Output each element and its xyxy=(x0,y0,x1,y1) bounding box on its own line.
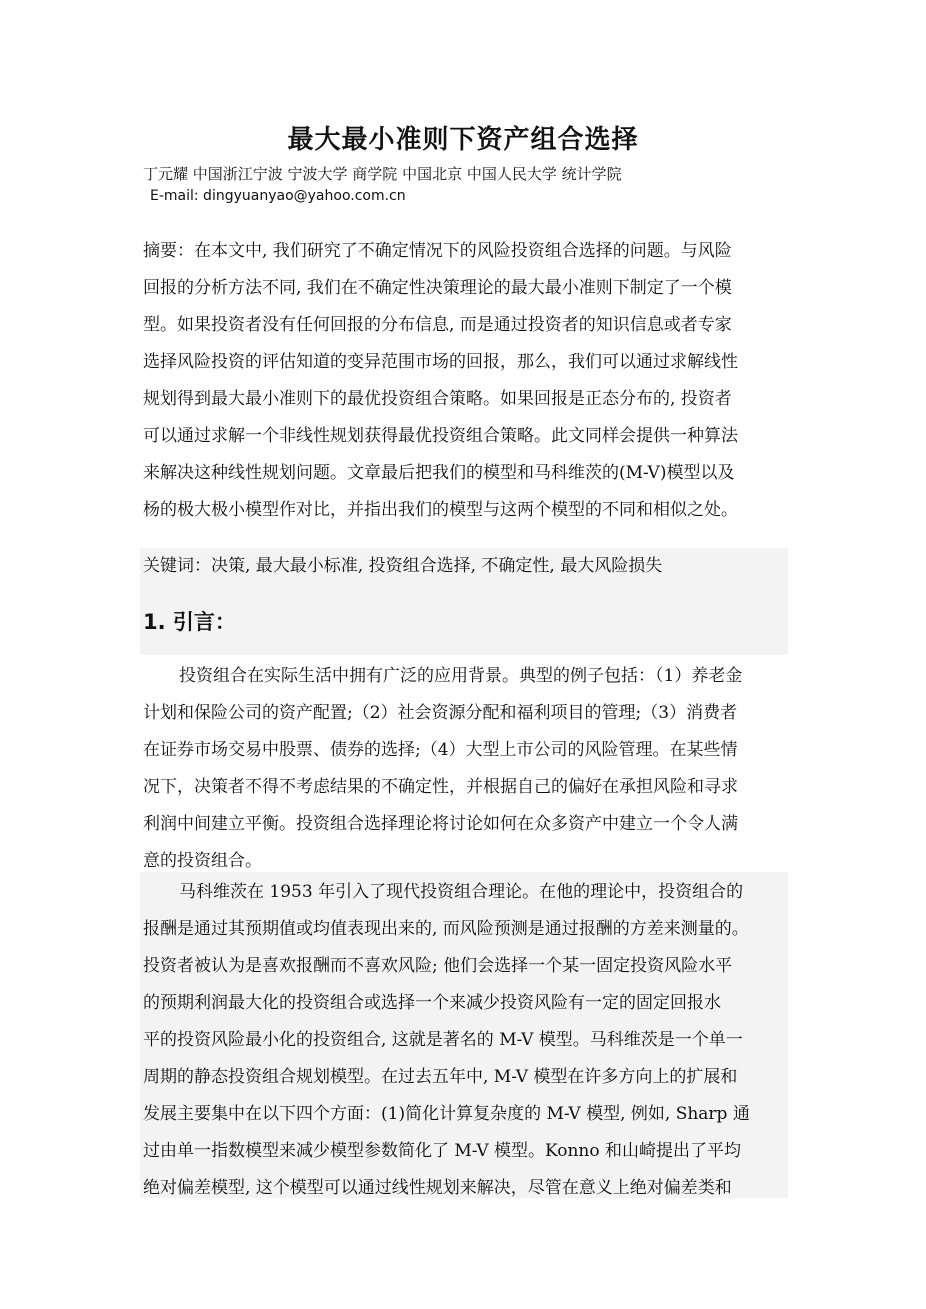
paragraph-line: 发展主要集中在以下四个方面：(1)简化计算复杂度的 M-V 模型, 例如, Sharp 通 xyxy=(143,1104,750,1124)
paragraph-line: 利润中间建立平衡。投资组合选择理论将讨论如何在众多资产中建立一个令人满 xyxy=(143,814,738,834)
paper-title: 最大最小准则下资产组合选择 xyxy=(287,125,639,155)
paragraph-line: 投资组合在实际生活中拥有广泛的应用背景。典型的例子包括：（1）养老金 xyxy=(179,666,743,686)
paragraph-line: 报酬是通过其预期值或均值表现出来的, 而风险预测是通过报酬的方差来测量的。 xyxy=(143,919,749,939)
paragraph-line: 平的投资风险最小化的投资组合, 这就是著名的 M-V 模型。马科维茨是一个单一 xyxy=(143,1030,743,1050)
intro-paragraph-1 xyxy=(143,658,788,880)
abstract-line: 摘要：在本文中, 我们研究了不确定情况下的风险投资组合选择的问题。与风险 xyxy=(143,241,732,261)
paragraph-line: 在证券市场交易中股票、债券的选择;（4）大型上市公司的风险管理。在某些情 xyxy=(143,740,738,760)
abstract-line: 规划得到最大最小准则下的最优投资组合策略。如果回报是正态分布的, 投资者 xyxy=(143,389,732,409)
paragraph-line: 况下，决策者不得不考虑结果的不确定性，并根据自己的偏好在承担风险和寻求 xyxy=(143,777,738,797)
intro-paragraph-2 xyxy=(143,874,788,1207)
paragraph-line: 马科维茨在 1953 年引入了现代投资组合理论。在他的理论中，投资组合的 xyxy=(179,882,744,902)
paragraph-line: 周期的静态投资组合规划模型。在过去五年中, M-V 模型在许多方向上的扩展和 xyxy=(143,1067,738,1087)
paragraph-line: 绝对偏差模型, 这个模型可以通过线性规划来解决，尽管在意义上绝对偏差类和 xyxy=(143,1178,732,1198)
paragraph-line: 意的投资组合。 xyxy=(143,851,262,871)
author-email: E-mail: dingyuanyao@yahoo.com.cn xyxy=(150,188,406,204)
abstract xyxy=(143,233,788,529)
author-affiliations: 丁元耀 中国浙江宁波 宁波大学 商学院 中国北京 中国人民大学 统计学院 xyxy=(143,165,622,183)
abstract-line: 回报的分析方法不同, 我们在不确定性决策理论的最大最小准则下制定了一个模 xyxy=(143,278,732,298)
keywords: 关键词：决策, 最大最小标准, 投资组合选择, 不确定性, 最大风险损失 xyxy=(143,556,663,576)
abstract-line: 型。如果投资者没有任何回报的分布信息, 而是通过投资者的知识信息或者专家 xyxy=(143,315,732,335)
section-heading: 1. 引言： xyxy=(143,610,236,634)
abstract-line: 可以通过求解一个非线性规划获得最优投资组合策略。此文同样会提供一种算法 xyxy=(143,426,738,446)
paragraph-line: 过由单一指数模型来减少模型参数简化了 M-V 模型。Konno 和山崎提出了平均 xyxy=(143,1141,742,1161)
paragraph-line: 投资者被认为是喜欢报酬而不喜欢风险; 他们会选择一个某一固定投资风险水平 xyxy=(143,956,733,976)
paragraph-line: 的预期利润最大化的投资组合或选择一个来减少投资风险有一定的固定回报水 xyxy=(143,993,721,1013)
paragraph-line: 计划和保险公司的资产配置;（2）社会资源分配和福利项目的管理;（3）消费者 xyxy=(143,703,738,723)
abstract-line: 来解决这种线性规划问题。文章最后把我们的模型和马科维茨的(M-V)模型以及 xyxy=(143,463,735,483)
abstract-line: 选择风险投资的评估知道的变异范围市场的回报，那么，我们可以通过求解线性 xyxy=(143,352,738,372)
abstract-line: 杨的极大极小模型作对比，并指出我们的模型与这两个模型的不同和相似之处。 xyxy=(143,500,738,520)
